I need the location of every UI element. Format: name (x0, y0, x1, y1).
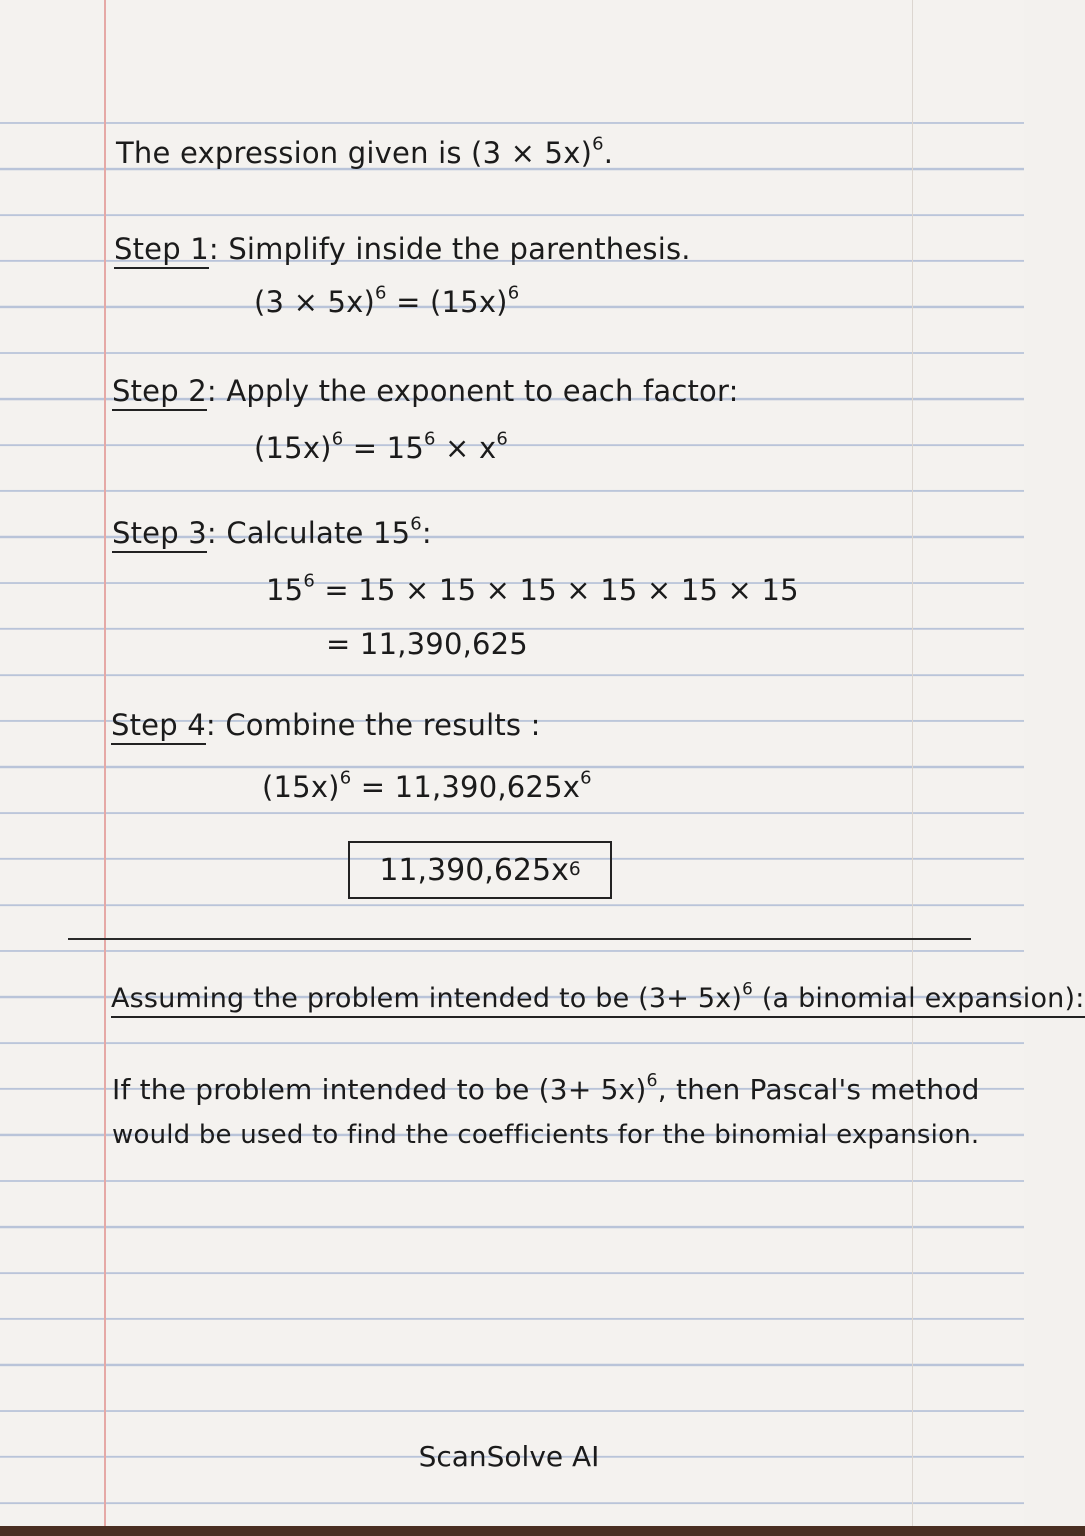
final-answer: 11,390,625x (379, 852, 569, 888)
step3-label: Step 3 (112, 516, 207, 553)
step1-eq-rhs: = (15x) (386, 285, 508, 319)
step4-eq-lhs: (15x) (262, 770, 340, 804)
step3-eq1-rhs: = 15 × 15 × 15 × 15 × 15 × 15 (314, 573, 799, 607)
intro-end: . (603, 136, 614, 170)
step1-colon: : (208, 232, 219, 266)
intro-exponent: 6 (592, 133, 604, 155)
page-edge-line (912, 0, 913, 1526)
step2-colon: : (206, 374, 217, 408)
step3-heading (112, 513, 432, 550)
brand-footer: ScanSolve AI (418, 1440, 600, 1473)
step2-heading (112, 374, 739, 408)
step3-eq1-exp: 6 (303, 570, 315, 592)
step3-text: Calculate 15 (226, 516, 411, 550)
step1-eq-lhs: (3 × 5x) (254, 285, 376, 319)
note-line1-exp: 6 (646, 1070, 658, 1091)
step1-text: Simplify inside the parenthesis. (228, 232, 691, 266)
note-line1-a: If the problem intended to be (3+ 5x) (112, 1073, 647, 1106)
step2-eq-rhs-exp: 6 (496, 428, 508, 450)
table-surface (0, 1526, 1085, 1536)
step1-heading (114, 232, 691, 266)
step4-eq-rhs: = 11,390,625x (351, 770, 581, 804)
margin-line (104, 0, 106, 1526)
step2-eq-mid-exp: 6 (423, 428, 436, 450)
step4-colon: : (205, 708, 216, 742)
step3-equation-2: = 11,390,625 (326, 627, 528, 661)
note-line-2: would be used to find the coefficients for the binomial expansion. (112, 1120, 980, 1150)
step1-eq-rhs-exp: 6 (507, 282, 520, 304)
step2-eq-mid: = 15 (343, 431, 424, 465)
assumption-exp: 6 (742, 978, 754, 999)
assumption-a: Assuming the problem intended to be (3+ 5x) (111, 983, 743, 1014)
step2-text: Apply the exponent to each factor: (226, 374, 739, 408)
step4-label: Step 4 (111, 708, 206, 745)
final-answer-box: 11,390,625x 6 (348, 841, 612, 899)
note-line1-b: , then Pascal's method (657, 1073, 980, 1106)
step3-text-exp: 6 (410, 513, 422, 535)
section-divider (68, 938, 971, 940)
step2-eq-lhs-exp: 6 (331, 428, 344, 450)
step3-colon: : (206, 516, 217, 550)
step4-equation (262, 767, 592, 804)
step2-label: Step 2 (112, 374, 207, 411)
assumption-line (111, 978, 1085, 1014)
step1-eq-lhs-exp: 6 (375, 282, 387, 304)
step2-eq-lhs: (15x) (254, 431, 332, 465)
step3-equation-1 (266, 570, 799, 607)
step4-eq-rhs-exp: 6 (580, 767, 592, 789)
step4-text: Combine the results : (225, 708, 541, 742)
intro-line (116, 133, 614, 170)
step2-eq-rhs: × x (435, 431, 497, 465)
assumption-b: (a binomial expansion): (753, 983, 1085, 1014)
intro-text: The expression given is (3 × 5x) (116, 136, 593, 170)
step4-heading (111, 708, 541, 742)
step1-equation (254, 282, 520, 319)
step4-eq-lhs-exp: 6 (339, 767, 352, 789)
assumption-text (111, 978, 1085, 1018)
step3-eq1-lhs: 15 (266, 573, 304, 607)
step3-text-end: : (421, 516, 432, 550)
note-line-1 (112, 1070, 980, 1106)
step1-label: Step 1 (114, 232, 209, 269)
step2-equation (254, 428, 508, 465)
